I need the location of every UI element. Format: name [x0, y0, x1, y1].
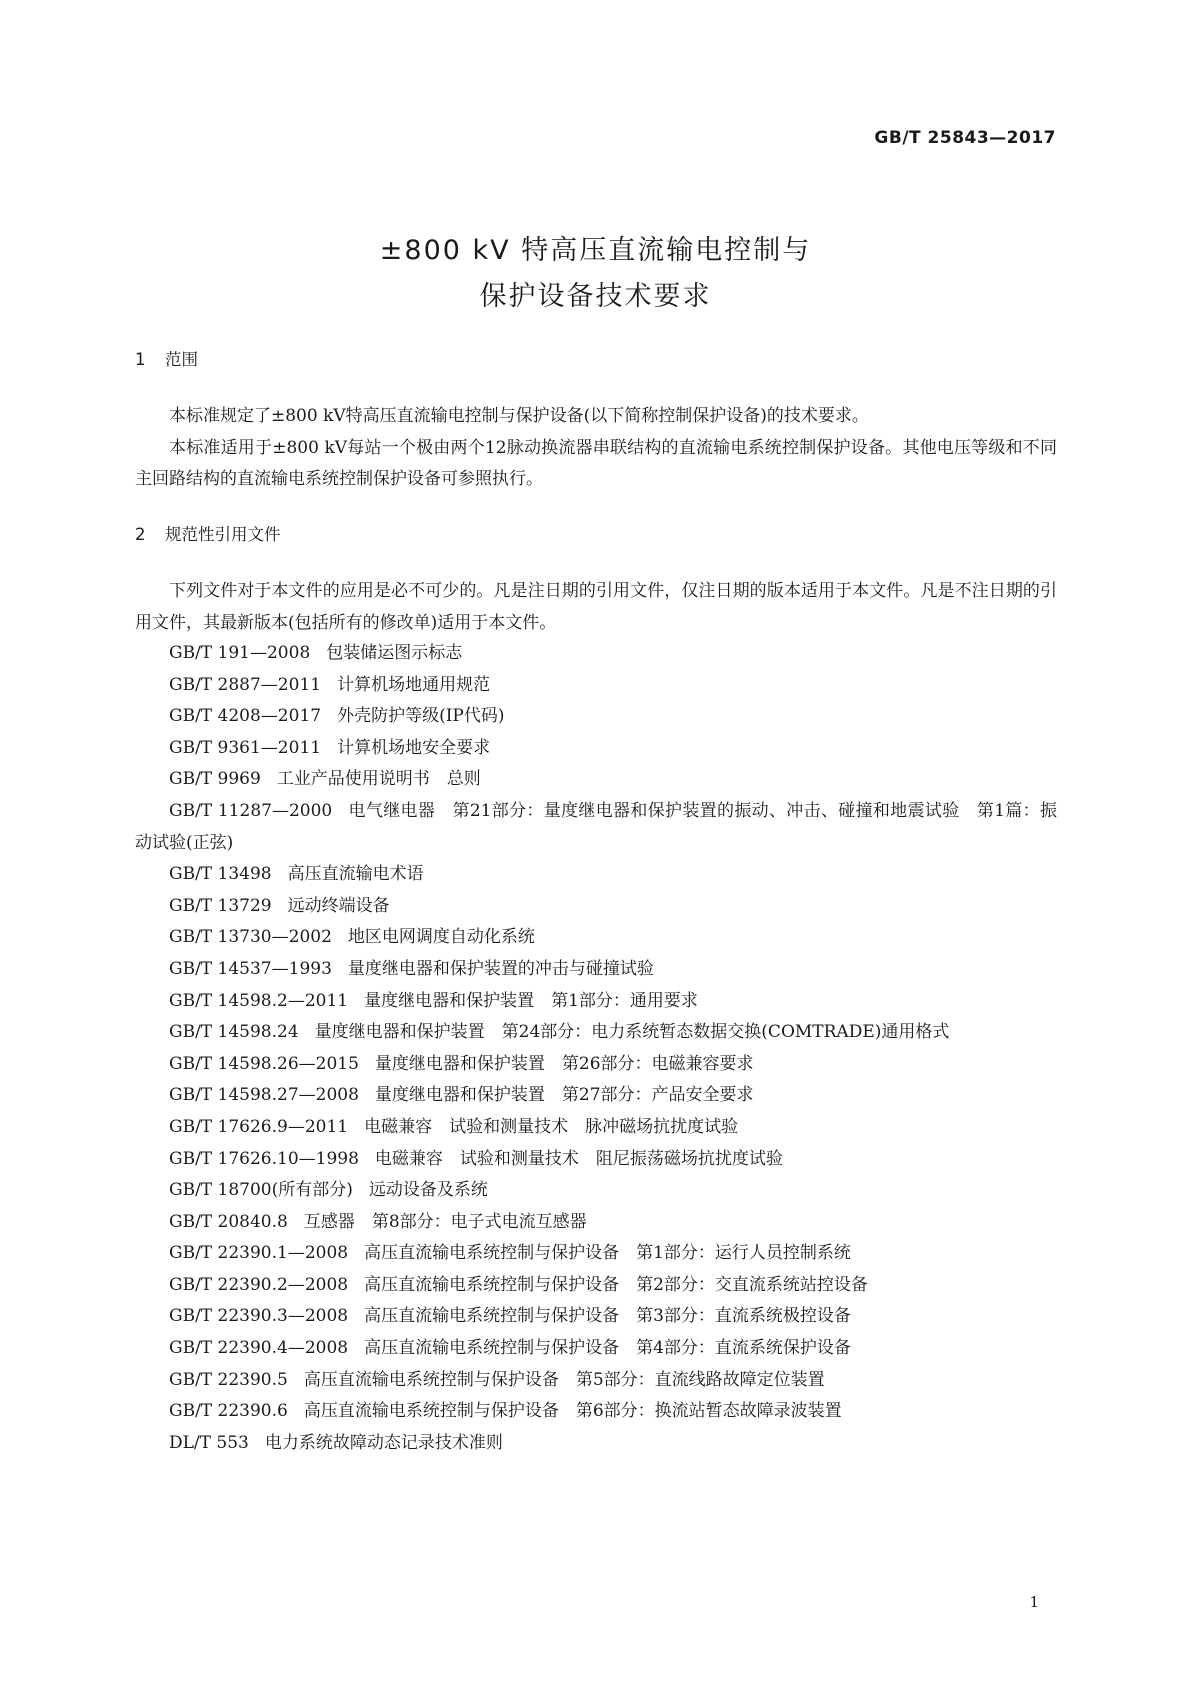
reference-item [135, 1270, 1057, 1302]
reference-title: 地区电网调度自动化系统 [347, 927, 535, 948]
standard-number: GB/T 25843—2017 [874, 128, 1056, 148]
reference-item [135, 1333, 1057, 1365]
reference-code: GB/T 11287—2000 [169, 800, 333, 821]
reference-code: GB/T 13498 [169, 864, 272, 885]
reference-title: 高压直流输电系统控制与保护设备 第4部分：直流系统保护设备 [364, 1338, 851, 1359]
scope-paragraph-1: 本标准规定了±800 kV特高压直流输电控制与保护设备(以下简称控制保护设备)的技术要求。 [169, 406, 869, 426]
reference-item [135, 670, 1057, 702]
reference-item [135, 1112, 1057, 1144]
reference-title: 电气继电器 第21部分：量度继电器和保护装置的振动、冲击、碰撞和地震试验 第1篇：振动试验(正弦) [135, 800, 1057, 853]
reference-code: GB/T 14598.24 [169, 1022, 299, 1043]
reference-item [135, 986, 1057, 1018]
reference-item [135, 891, 1057, 923]
reference-title: 高压直流输电系统控制与保护设备 第2部分：交直流系统站控设备 [364, 1274, 868, 1295]
reference-item [135, 1017, 1057, 1049]
title-line-1: ±800 kV 特高压直流输电控制与 [379, 235, 812, 266]
reference-item [135, 1428, 1057, 1460]
reference-title: 量度继电器和保护装置 第24部分：电力系统暂态数据交换(COMTRADE)通用格式 [314, 1022, 950, 1043]
reference-title: 量度继电器和保护装置的冲击与碰撞试验 [347, 958, 654, 979]
reference-code: GB/T 17626.9—2011 [169, 1116, 349, 1137]
scope-paragraph-2: 本标准适用于±800 kV每站一个极由两个12脉动换流器串联结构的直流输电系统控制保护设备。其他电压等级和不同主回路结构的直流输电系统控制保护设备可参照执行。 [135, 437, 1057, 490]
reference-title: 量度继电器和保护装置 第27部分：产品安全要求 [374, 1085, 754, 1106]
section-2-heading [135, 521, 281, 545]
reference-code: GB/T 20840.8 [169, 1211, 288, 1232]
reference-code: GB/T 22390.5 [169, 1369, 288, 1390]
reference-code: GB/T 22390.3—2008 [169, 1306, 349, 1327]
section-2-title: 规范性引用文件 [165, 525, 281, 544]
section-2-intro [135, 576, 1057, 639]
reference-title: 电磁兼容 试验和测量技术 脉冲磁场抗扰度试验 [364, 1116, 739, 1137]
section-1-title: 范围 [165, 350, 198, 369]
reference-code: GB/T 13729 [169, 895, 272, 916]
reference-list [135, 638, 1057, 1459]
reference-code: GB/T 9969 [169, 769, 261, 790]
reference-title: 量度继电器和保护装置 第26部分：电磁兼容要求 [374, 1053, 754, 1074]
reference-title: 电力系统故障动态记录技术准则 [264, 1432, 503, 1453]
reference-title: 量度继电器和保护装置 第1部分：通用要求 [364, 990, 698, 1011]
reference-title: 高压直流输电系统控制与保护设备 第6部分：换流站暂态故障录波装置 [303, 1401, 842, 1422]
reference-item [135, 638, 1057, 670]
section-1-body [135, 401, 1057, 496]
reference-code: GB/T 191—2008 [169, 643, 311, 663]
reference-item [135, 922, 1057, 954]
reference-title: 高压直流输电术语 [287, 864, 424, 885]
reference-item [135, 1396, 1057, 1428]
page-number: 1 [1029, 1593, 1039, 1611]
reference-title: 互感器 第8部分：电子式电流互感器 [303, 1211, 587, 1232]
reference-title: 高压直流输电系统控制与保护设备 第5部分：直流线路故障定位装置 [303, 1369, 825, 1390]
reference-item [135, 954, 1057, 986]
reference-title: 计算机场地安全要求 [337, 737, 491, 758]
reference-item [135, 733, 1057, 765]
document-title [0, 228, 1191, 320]
reference-code: GB/T 2887—2011 [169, 674, 322, 695]
reference-title: 高压直流输电系统控制与保护设备 第3部分：直流系统极控设备 [364, 1306, 851, 1327]
reference-code: DL/T 553 [169, 1432, 249, 1453]
reference-title: 远动终端设备 [287, 895, 390, 916]
reference-item [135, 859, 1057, 891]
reference-code: GB/T 22390.4—2008 [169, 1338, 349, 1359]
reference-item [135, 764, 1057, 796]
reference-code: GB/T 14537—1993 [169, 958, 332, 979]
reference-code: GB/T 22390.6 [169, 1401, 288, 1422]
reference-title: 外壳防护等级(IP代码) [337, 706, 505, 727]
reference-code: GB/T 18700(所有部分) [169, 1180, 353, 1201]
reference-item [135, 1144, 1057, 1176]
reference-title: 包装储运图示标志 [326, 643, 463, 663]
reference-item [135, 1365, 1057, 1397]
reference-code: GB/T 14598.27—2008 [169, 1085, 359, 1106]
reference-code: GB/T 17626.10—1998 [169, 1148, 359, 1169]
section-2-number: 2 [135, 525, 146, 544]
title-line-2: 保护设备技术要求 [479, 281, 712, 312]
reference-code: GB/T 14598.26—2015 [169, 1053, 359, 1074]
reference-item [135, 1175, 1057, 1207]
reference-title: 计算机场地通用规范 [337, 674, 491, 695]
normative-intro-paragraph: 下列文件对于本文件的应用是必不可少的。凡是注日期的引用文件，仅注日期的版本适用于本文件。凡是不注日期的引用文件，其最新版本(包括所有的修改单)适用于本文件。 [135, 581, 1057, 633]
reference-item [135, 796, 1057, 859]
reference-title: 远动设备及系统 [368, 1180, 488, 1201]
reference-code: GB/T 13730—2002 [169, 927, 332, 948]
reference-title: 电磁兼容 试验和测量技术 阻尼振荡磁场抗扰度试验 [374, 1148, 783, 1169]
reference-item [135, 1207, 1057, 1239]
reference-item [135, 1301, 1057, 1333]
reference-code: GB/T 4208—2017 [169, 706, 322, 727]
reference-item [135, 1238, 1057, 1270]
section-1-number: 1 [135, 350, 146, 369]
reference-title: 高压直流输电系统控制与保护设备 第1部分：运行人员控制系统 [364, 1243, 851, 1264]
reference-code: GB/T 14598.2—2011 [169, 990, 349, 1011]
reference-code: GB/T 22390.1—2008 [169, 1243, 349, 1264]
reference-item [135, 1049, 1057, 1081]
reference-code: GB/T 22390.2—2008 [169, 1274, 349, 1295]
reference-item [135, 701, 1057, 733]
reference-title: 工业产品使用说明书 总则 [276, 769, 481, 790]
section-1-heading [135, 346, 198, 370]
reference-code: GB/T 9361—2011 [169, 737, 322, 758]
reference-item [135, 1080, 1057, 1112]
